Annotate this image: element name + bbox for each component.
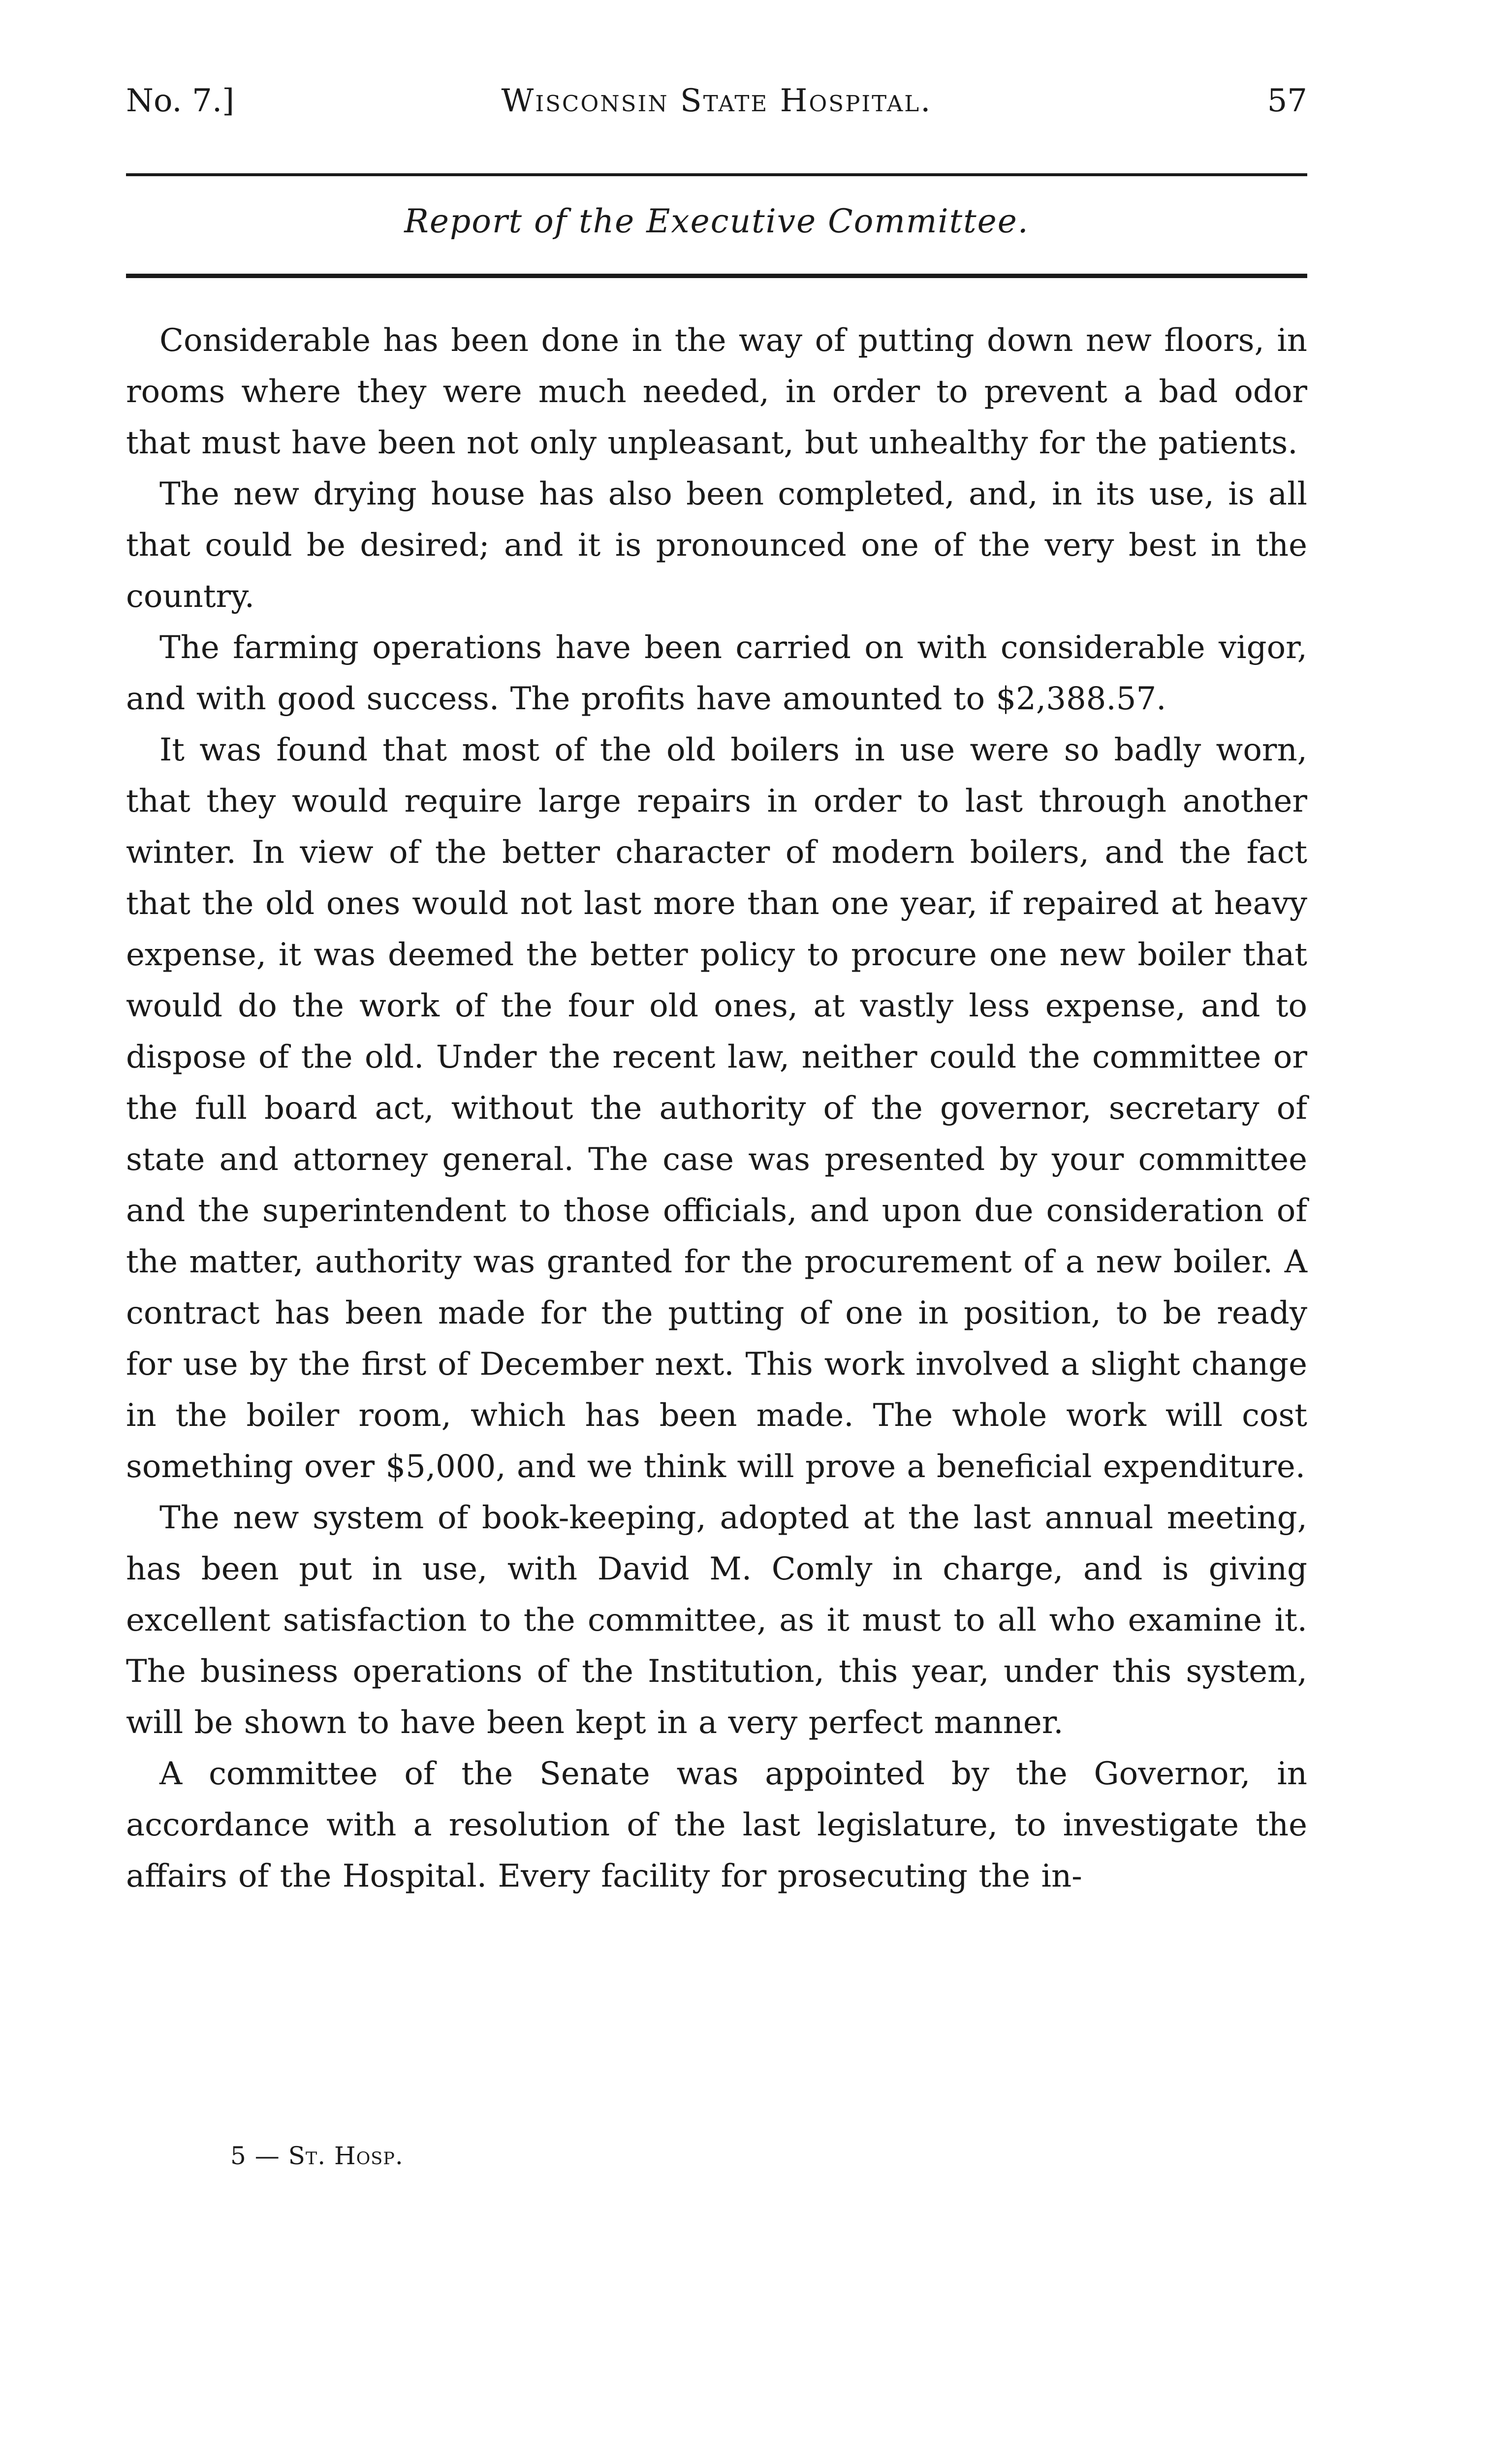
paragraph-book-keeping: The new system of book-keeping, adopted at the last annual meeting, has been put in use, with David M. Comly in charge, and is giving excellent satisfaction to the committee, as it must to all who examine it. The business operations of the Institution, this year, under this system, will be shown to have been kept in a very perfect manner. bbox=[126, 1500, 1307, 1741]
header-rule-top bbox=[126, 173, 1307, 176]
page-number: 57 bbox=[1267, 83, 1307, 119]
body-text bbox=[126, 315, 1307, 1902]
header-rule-bottom bbox=[126, 274, 1307, 278]
signature-mark bbox=[230, 2134, 404, 2178]
issue-number: No. 7.] bbox=[126, 83, 235, 119]
publication-title: Wisconsin State Hospital. bbox=[501, 83, 932, 119]
paragraph-boilers: It was found that most of the old boilers in use were so badly worn, that they would require large repairs in order to last through another winter. In view of the better character of modern boilers, and the fact that the old ones would not last more than one year, if repaired at heavy expense, it was deemed the better policy to procure one new boiler that would do the work of the four old ones, at vastly less expense, and to dispose of the old. Under the recent law, neither could the committee or the full board act, without the authority of the governor, secretary of state and attorney general. The case was presented by your committee and the superintendent to those officials, and upon due consideration of the matter, authority was granted for the procurement of a new boiler. A contract has been made for the putting of one in position, to be ready for use by the first of December next. This work involved a slight change in the boiler room, which has been made. The whole work will cost something over $5,000, and we think will prove a beneficial expenditure. bbox=[126, 732, 1307, 1485]
paragraph-floors: Considerable has been done in the way of putting down new floors, in rooms where they were much needed, in order to prevent a bad odor that must have been not only unpleasant, but unhealthy for the patients. bbox=[126, 322, 1307, 461]
section-title: Report of the Executive Committee. bbox=[404, 202, 1029, 240]
paragraph-drying-house: The new drying house has also been completed, and, in its use, is all that could be desired; and it is pronounced one of the very best in the country. bbox=[126, 476, 1307, 615]
paragraph-senate-committee: A committee of the Senate was appointed by the Governor, in accordance with a resolution of the last legislature, to investigate the affairs of the Hospital. Every facility for prosecuting the in- bbox=[126, 1756, 1307, 1894]
signature-number: 5 — bbox=[230, 2142, 288, 2170]
signature-text: St. Hosp. bbox=[288, 2142, 404, 2170]
running-header bbox=[126, 74, 1307, 128]
paragraph-farming: The farming operations have been carried on with considerable vigor, and with good success. The profits have amounted to $2,388.57. bbox=[126, 630, 1307, 717]
